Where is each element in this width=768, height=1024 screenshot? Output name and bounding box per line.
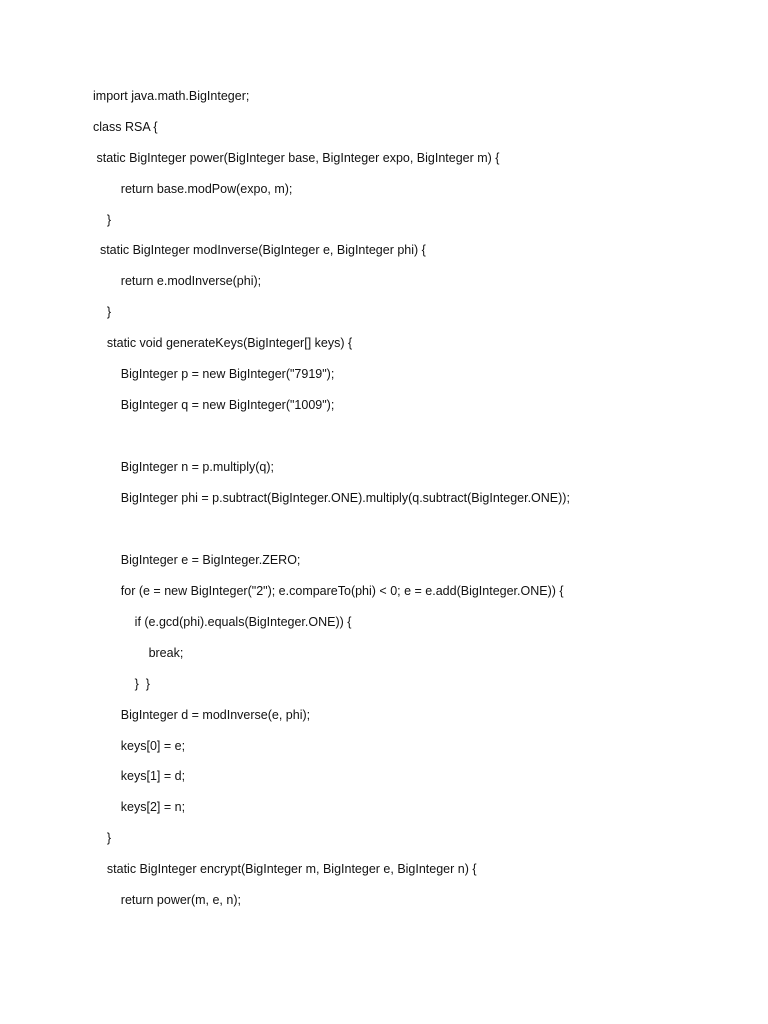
code-line: static void generateKeys(BigInteger[] keys) {: [93, 336, 353, 350]
code-line: keys[0] = e;: [93, 739, 186, 753]
code-line: }: [93, 831, 112, 845]
code-line: for (e = new BigInteger("2"); e.compareTo(phi) < 0; e = e.add(BigInteger.ONE)) {: [93, 584, 564, 598]
code-line: import java.math.BigInteger;: [93, 89, 250, 103]
code-line: return power(m, e, n);: [93, 893, 241, 907]
code-line: static BigInteger power(BigInteger base, BigInteger expo, BigInteger m) {: [93, 151, 500, 165]
code-line: class RSA {: [93, 120, 158, 134]
code-line: return e.modInverse(phi);: [93, 274, 262, 288]
code-line: }: [93, 305, 112, 319]
code-line: keys[1] = d;: [93, 769, 186, 783]
code-line: BigInteger d = modInverse(e, phi);: [93, 708, 311, 722]
code-line: keys[2] = n;: [93, 800, 186, 814]
code-line: break;: [93, 646, 184, 660]
code-line: return base.modPow(expo, m);: [93, 182, 293, 196]
code-line: } }: [93, 677, 150, 691]
code-line: BigInteger e = BigInteger.ZERO;: [93, 553, 301, 567]
code-line: BigInteger p = new BigInteger("7919");: [93, 367, 335, 381]
code-line: static BigInteger encrypt(BigInteger m, BigInteger e, BigInteger n) {: [93, 862, 477, 876]
code-line: BigInteger q = new BigInteger("1009");: [93, 398, 335, 412]
code-line: if (e.gcd(phi).equals(BigInteger.ONE)) {: [93, 615, 352, 629]
code-line: BigInteger n = p.multiply(q);: [93, 460, 274, 474]
code-line: BigInteger phi = p.subtract(BigInteger.ONE).multiply(q.subtract(BigInteger.ONE));: [93, 491, 570, 505]
code-line: static BigInteger modInverse(BigInteger e, BigInteger phi) {: [93, 243, 426, 257]
code-line: }: [93, 213, 112, 227]
